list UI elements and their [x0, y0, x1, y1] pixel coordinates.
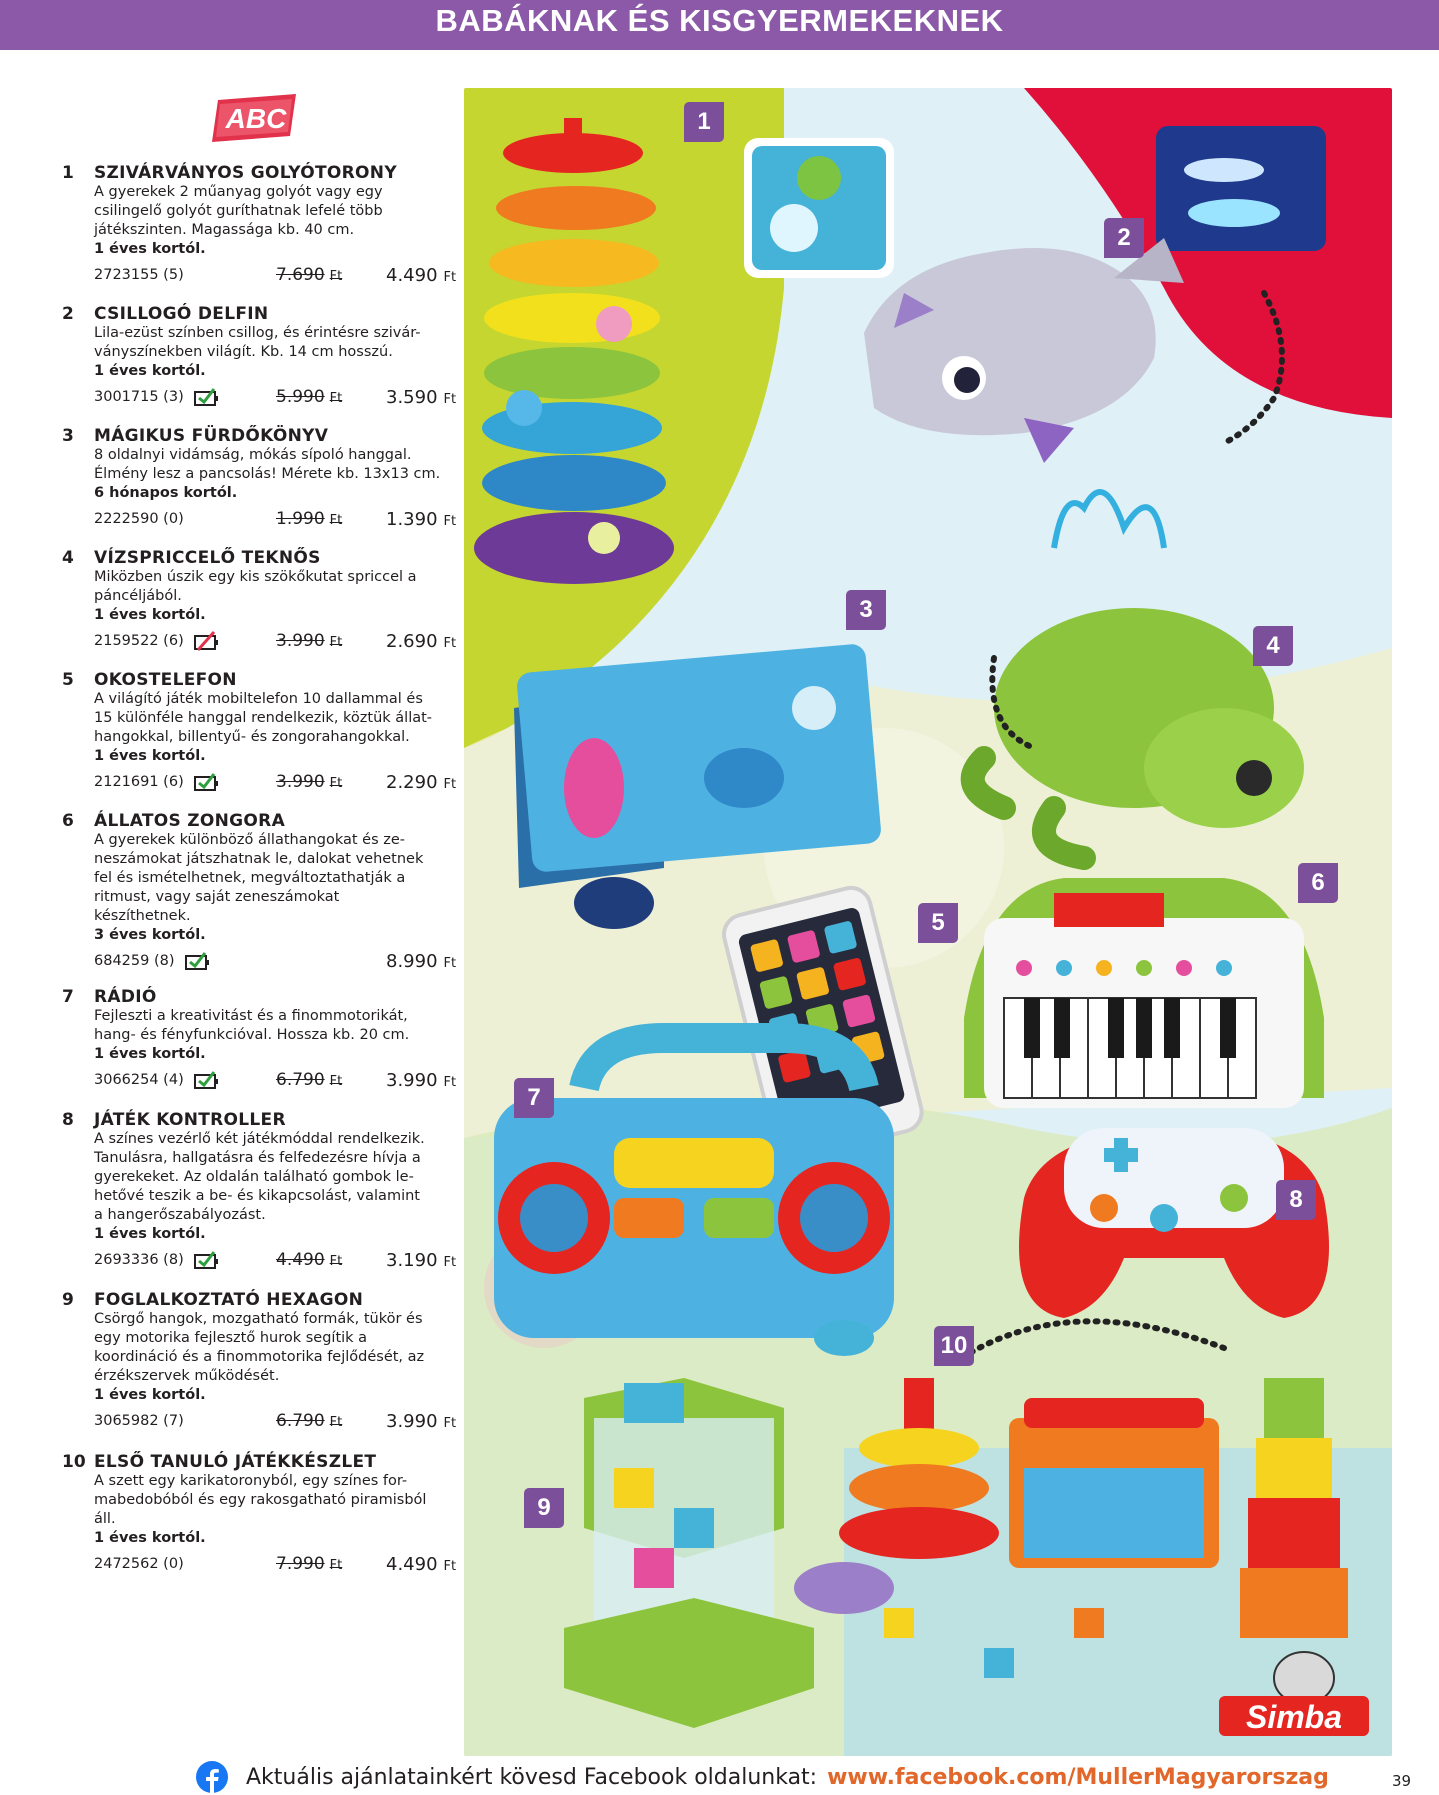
product-description-line: hang- és fényfunkcióval. Hossza kb. 20 cm.	[94, 1027, 410, 1043]
sale-price-value: 1.390	[386, 508, 438, 530]
product-name: VÍZSPRICCELŐ TEKNŐS	[94, 548, 321, 568]
product-code	[94, 951, 254, 971]
product-name: ELSŐ TANULÓ JÁTÉKKÉSZLET	[94, 1452, 377, 1472]
old-price	[276, 1250, 342, 1270]
product-heading	[62, 163, 452, 183]
product-description-line: koordináció és a finommotorika fejlődését, az	[94, 1349, 425, 1365]
old-price-currency: Ft	[329, 391, 343, 406]
old-price	[276, 631, 342, 651]
photo-badge-7: 7	[514, 1078, 554, 1118]
sale-price-currency: Ft	[443, 776, 457, 792]
product-description-line: 15 különféle hanggal rendelkezik, köztük állat-	[94, 710, 433, 726]
photo-badge-6: 6	[1298, 863, 1338, 903]
old-price-value: 6.790	[276, 1411, 325, 1431]
old-price-value: 1.990	[276, 509, 325, 529]
product-age: 1 éves kortól.	[94, 1387, 206, 1403]
product-code	[94, 387, 254, 407]
photo-badge-5: 5	[918, 903, 958, 943]
old-price-value: 3.990	[276, 772, 325, 792]
product-code-text: 2723155 (5)	[94, 267, 184, 283]
battery-included-icon	[194, 772, 220, 792]
product-description-line: ványszínekben világít. Kb. 14 cm hosszú.	[94, 344, 393, 360]
product-description-line: fel és ismételhetnek, megváltoztathatják a	[94, 870, 406, 886]
product-price-row	[94, 950, 457, 972]
sale-price-currency: Ft	[443, 513, 457, 529]
product-description-line: a hangerőszabályozást.	[94, 1207, 266, 1223]
product-description-line: A színes vezérlő két játékmóddal rendelkezik.	[94, 1131, 425, 1147]
product-number: 4	[62, 548, 74, 568]
product-description-line: Fejleszti a kreativitást és a finommotorikát,	[94, 1008, 408, 1024]
product-name: ÁLLATOS ZONGORA	[94, 811, 286, 831]
sale-price-currency: Ft	[443, 1415, 457, 1431]
product-description-line: áll.	[94, 1511, 116, 1527]
sale-price-currency: Ft	[443, 269, 457, 285]
product-heading	[62, 811, 452, 831]
product-number: 1	[62, 163, 74, 183]
simba-logo-text: Simba	[1245, 1699, 1343, 1735]
old-price	[276, 1411, 342, 1431]
product-heading	[62, 1452, 452, 1472]
product-description-line: A világító játék mobiltelefon 10 dallammal és	[94, 691, 423, 707]
photo-badge-3: 3	[846, 590, 886, 630]
sale-price-currency: Ft	[443, 955, 457, 971]
product-number: 5	[62, 670, 74, 690]
sale-price-currency: Ft	[443, 1254, 457, 1270]
product-heading	[62, 987, 452, 1007]
product-item	[62, 1110, 457, 1271]
product-price-row	[94, 264, 457, 286]
product-number: 10	[62, 1452, 86, 1472]
old-price-value: 3.990	[276, 631, 325, 651]
product-code-text: 2159522 (6)	[94, 633, 184, 649]
product-code-text: 3001715 (3)	[94, 389, 184, 405]
product-number: 3	[62, 426, 74, 446]
product-description-line: egy motorika fejlesztő hurok segítik a	[94, 1330, 368, 1346]
sale-price	[386, 772, 456, 793]
product-age: 1 éves kortól.	[94, 748, 206, 764]
product-item	[62, 1290, 457, 1432]
product-age: 1 éves kortól.	[94, 1226, 206, 1242]
sale-price	[386, 1070, 456, 1091]
product-description-line: ritmust, vagy saját zeneszámokat	[94, 889, 340, 905]
product-code	[94, 631, 254, 651]
product-description-line: páncéljából.	[94, 588, 182, 604]
abc-brand-logo	[208, 92, 304, 144]
old-price	[276, 265, 342, 285]
sale-price-value: 2.290	[386, 771, 438, 793]
product-name: FOGLALKOZTATÓ HEXAGON	[94, 1290, 364, 1310]
sale-price	[386, 509, 456, 530]
sale-price-value: 8.990	[386, 950, 438, 972]
product-description-line: Csörgő hangok, mozgatható formák, tükör és	[94, 1311, 423, 1327]
battery-included-icon	[194, 1070, 220, 1090]
product-name: RÁDIÓ	[94, 987, 157, 1007]
product-description-line: Élmény lesz a pancsolás! Mérete kb. 13x13 cm.	[94, 466, 441, 482]
product-age: 1 éves kortól.	[94, 363, 206, 379]
old-price	[276, 509, 342, 529]
old-price-currency: Ft	[329, 776, 343, 791]
sale-price-value: 4.490	[386, 264, 438, 286]
sale-price-value: 3.190	[386, 1249, 438, 1271]
old-price-value: 5.990	[276, 387, 325, 407]
old-price-currency: Ft	[329, 635, 343, 650]
sale-price	[386, 387, 456, 408]
product-price-row	[94, 508, 457, 530]
svg-text:ABC: ABC	[225, 103, 287, 134]
product-price-row	[94, 1553, 457, 1575]
product-price-row	[94, 771, 457, 793]
page-header	[0, 0, 1439, 50]
product-description-line: Lila-ezüst színben csillog, és érintésre szivár-	[94, 325, 421, 341]
sale-price	[386, 1250, 456, 1271]
product-code-text: 2222590 (0)	[94, 511, 184, 527]
product-code	[94, 267, 254, 283]
facebook-link[interactable]: www.facebook.com/MullerMagyarorszag	[827, 1764, 1329, 1790]
photo-badge-1: 1	[684, 102, 724, 142]
page-footer	[196, 1760, 1336, 1794]
product-code-text: 2693336 (8)	[94, 1252, 184, 1268]
footer-text: Aktuális ajánlatainkért kövesd Facebook oldalunkat:	[246, 1764, 818, 1790]
battery-not-included-icon	[194, 631, 220, 651]
product-photo-collage	[464, 88, 1392, 1756]
old-price-currency: Ft	[329, 1415, 343, 1430]
battery-included-icon	[185, 951, 211, 971]
product-description-line: gyerekeket. Az oldalán található gombok le-	[94, 1169, 414, 1185]
product-age: 1 éves kortól.	[94, 1530, 206, 1546]
sale-price	[386, 1411, 456, 1432]
old-price	[276, 772, 342, 792]
page-title: BABÁKNAK ÉS KISGYERMEKEKNEK	[435, 3, 1004, 38]
old-price-value: 7.990	[276, 1554, 325, 1574]
product-code	[94, 1070, 254, 1090]
product-description-line: 8 oldalnyi vidámság, mókás sípoló hanggal.	[94, 447, 412, 463]
product-description-line: készíthetnek.	[94, 908, 191, 924]
product-code	[94, 1250, 254, 1270]
product-description-line: csilingelő golyót guríthatnak lefelé több	[94, 203, 383, 219]
product-name: SZIVÁRVÁNYOS GOLYÓTORONY	[94, 163, 397, 183]
product-code-text: 2472562 (0)	[94, 1556, 184, 1572]
sale-price-value: 3.990	[386, 1069, 438, 1091]
product-number: 7	[62, 987, 74, 1007]
photo-badge-2: 2	[1104, 218, 1144, 258]
product-description-line: A gyerekek 2 műanyag golyót vagy egy	[94, 184, 383, 200]
product-item	[62, 811, 457, 972]
product-heading	[62, 670, 452, 690]
product-price-row	[94, 1410, 457, 1432]
sale-price-value: 3.590	[386, 386, 438, 408]
product-number: 8	[62, 1110, 74, 1130]
photo-badge-9: 9	[524, 1488, 564, 1528]
product-age: 1 éves kortól.	[94, 241, 206, 257]
sale-price-value: 2.690	[386, 630, 438, 652]
product-heading	[62, 1110, 452, 1130]
product-number: 9	[62, 1290, 74, 1310]
old-price-value: 4.490	[276, 1250, 325, 1270]
product-code-text: 3066254 (4)	[94, 1072, 184, 1088]
product-name: OKOSTELEFON	[94, 670, 237, 690]
product-price-row	[94, 386, 457, 408]
product-price-row	[94, 630, 457, 652]
product-item	[62, 987, 457, 1091]
product-age: 1 éves kortól.	[94, 607, 206, 623]
sale-price-currency: Ft	[443, 1074, 457, 1090]
product-heading	[62, 1290, 452, 1310]
product-item	[62, 670, 457, 793]
product-description-line: A szett egy karikatoronyból, egy színes for-	[94, 1473, 408, 1489]
sale-price-currency: Ft	[443, 635, 457, 651]
photo-badge-10: 10	[934, 1326, 974, 1366]
product-price-row	[94, 1069, 457, 1091]
product-number: 6	[62, 811, 74, 831]
sale-price-currency: Ft	[443, 391, 457, 407]
old-price-currency: Ft	[329, 269, 343, 284]
old-price	[276, 387, 342, 407]
product-description-line: hetővé teszik a be- és kikapcsolást, valamint	[94, 1188, 420, 1204]
product-description-line: Miközben úszik egy kis szökőkutat spriccel a	[94, 569, 417, 585]
product-name: CSILLOGÓ DELFIN	[94, 304, 269, 324]
sale-price-value: 4.490	[386, 1553, 438, 1575]
product-name: MÁGIKUS FÜRDŐKÖNYV	[94, 426, 329, 446]
ball-tower-detail-image	[744, 138, 894, 278]
product-description-line: A gyerekek különböző állathangokat és ze-	[94, 832, 406, 848]
old-price-value: 6.790	[276, 1070, 325, 1090]
product-code	[94, 772, 254, 792]
battery-included-icon	[194, 1250, 220, 1270]
sale-price-currency: Ft	[443, 1558, 457, 1574]
old-price-currency: Ft	[329, 1558, 343, 1573]
photo-badge-8: 8	[1276, 1180, 1316, 1220]
product-name: JÁTÉK KONTROLLER	[94, 1110, 286, 1130]
old-price-currency: Ft	[329, 513, 343, 528]
product-price-row	[94, 1249, 457, 1271]
page-number: 39	[1392, 1772, 1412, 1790]
product-item	[62, 426, 457, 530]
product-code	[94, 1556, 254, 1572]
sale-price-value: 3.990	[386, 1410, 438, 1432]
product-description-line: neszámokat játszhatnak le, dalokat vehetnek	[94, 851, 424, 867]
old-price	[276, 1554, 342, 1574]
old-price-value: 7.690	[276, 265, 325, 285]
product-item	[62, 163, 457, 286]
old-price-currency: Ft	[329, 1074, 343, 1089]
sale-price	[386, 631, 456, 652]
product-description-line: érzékszervek működését.	[94, 1368, 280, 1384]
product-item	[62, 304, 457, 408]
product-code-text: 684259 (8)	[94, 953, 175, 969]
product-age: 6 hónapos kortól.	[94, 485, 238, 501]
product-code	[94, 1413, 254, 1429]
product-description-line: Tanulásra, hallgatásra és felfedezésre hívja a	[94, 1150, 421, 1166]
old-price	[276, 1070, 342, 1090]
product-number: 2	[62, 304, 74, 324]
product-code-text: 2121691 (6)	[94, 774, 184, 790]
product-heading	[62, 548, 452, 568]
battery-included-icon	[194, 387, 220, 407]
animal-piano-image	[964, 878, 1324, 1108]
product-description-line: játékszinten. Magassága kb. 40 cm.	[94, 222, 355, 238]
product-heading	[62, 426, 452, 446]
product-age: 3 éves kortól.	[94, 927, 206, 943]
product-code	[94, 511, 254, 527]
sale-price	[386, 1554, 456, 1575]
product-code-text: 3065982 (7)	[94, 1413, 184, 1429]
product-description-line: hangokkal, billentyű- és zongorahangokkal.	[94, 729, 410, 745]
product-item	[62, 548, 457, 652]
photo-badge-4: 4	[1253, 626, 1293, 666]
sale-price	[386, 951, 456, 972]
old-price-currency: Ft	[329, 1254, 343, 1269]
facebook-icon	[196, 1761, 228, 1793]
sale-price	[386, 265, 456, 286]
product-description-line: mabedobóból és egy rakosgatható piramisból	[94, 1492, 427, 1508]
product-age: 1 éves kortól.	[94, 1046, 206, 1062]
product-item	[62, 1452, 457, 1575]
product-heading	[62, 304, 452, 324]
